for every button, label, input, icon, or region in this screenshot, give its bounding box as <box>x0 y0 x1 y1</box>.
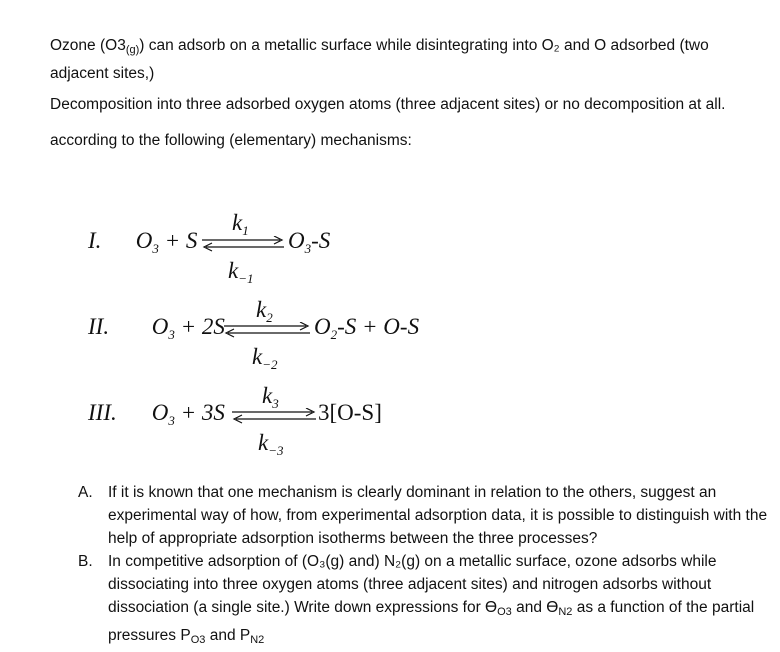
mechanism-2-rhs: $O_2-S + O-S$ <box>314 314 420 342</box>
mechanism-1-number: I. <box>88 228 102 253</box>
mechanism-1-kb: $k_{-1}$ <box>228 258 254 286</box>
intro-paragraph-1: Ozone (O3(g)) can adsorb on a metallic surface while disintegrating into O₂ and O adsorbed (two adjacent sites,) <box>50 37 709 82</box>
question-b-text: In competitive adsorption of (O₃(g) and) N₂(g) on a metallic surface, ozone adsorbs while dissociating into three oxygen atoms (three adjacent sites) and nitrogen adsorbs without dissociation (a single site.) Write down expressions for ϴO3 and ϴN2 as a function of the partial pressures PO3 and PN2 <box>108 553 755 646</box>
intro-paragraph-2: Decomposition into three adsorbed oxygen atoms (three adjacent sites) or no decomposition at all. <box>50 96 726 113</box>
mechanism-1 <box>88 228 197 257</box>
mechanism-3-kb: $k_{-3}$ <box>258 430 284 458</box>
question-b-letter: B. <box>78 553 93 570</box>
mechanism-2-kb: $k_{-2}$ <box>252 344 278 372</box>
mechanism-2-number: II. <box>88 314 110 339</box>
mechanism-3 <box>88 400 225 429</box>
question-list <box>78 481 768 652</box>
intro-paragraph-3: according to the following (elementary) mechanisms: <box>50 132 412 149</box>
mechanism-3-kf: $k_3$ <box>262 383 279 411</box>
mechanism-1-lhs: $O_3 + S$ <box>135 228 198 256</box>
mechanism-3-lhs: $O_3 + 3S$ <box>151 400 225 428</box>
mechanism-2-lhs: $O_3 + 2S$ <box>151 314 225 342</box>
mechanism-3-number: III. <box>88 400 117 425</box>
question-b <box>78 550 768 652</box>
question-a <box>78 481 768 550</box>
mechanism-2 <box>88 314 225 343</box>
mechanism-1-kf: $k_1$ <box>232 210 249 238</box>
mechanism-2-kf: $k_2$ <box>256 297 273 325</box>
question-a-letter: A. <box>78 484 93 501</box>
mechanism-2-arrow <box>222 322 312 338</box>
mechanism-3-rhs: 3[O-S] <box>318 400 382 425</box>
mechanism-1-arrow <box>200 236 286 252</box>
mechanism-1-rhs: $O_3-S$ <box>288 228 331 256</box>
mechanism-3-arrow <box>230 408 318 424</box>
question-a-text: If it is known that one mechanism is clearly dominant in relation to the others, suggest an experimental way of how, from experimental adsorption data, it is possible to distinguish with the help of appropriate adsorption isotherms between the three processes? <box>108 484 768 547</box>
